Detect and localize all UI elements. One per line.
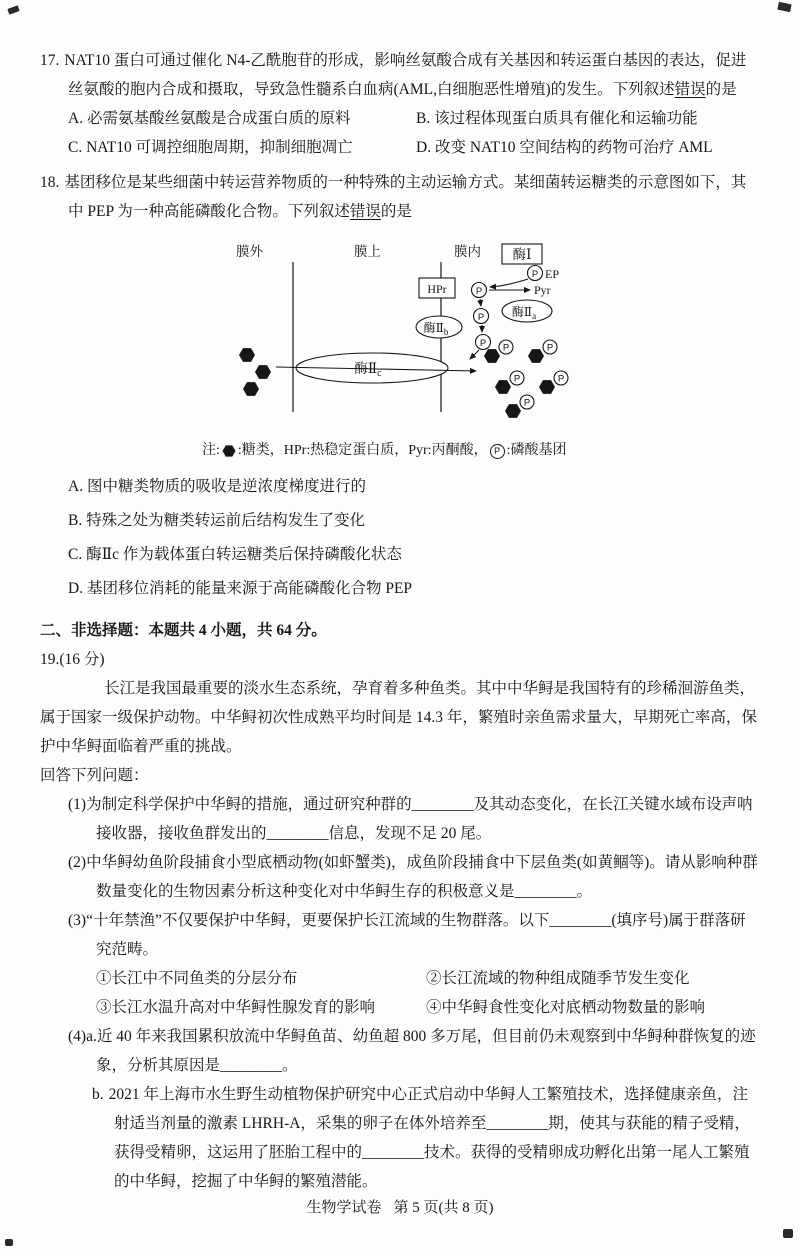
pts-transport-diagram xyxy=(202,240,760,462)
sugar-hexagon xyxy=(239,348,255,362)
enzyme-2c-label: 酶$Ⅱ_c$ xyxy=(354,361,382,379)
phosphate-icon: P xyxy=(477,312,485,323)
footer-title: 生物学试卷 xyxy=(306,1200,382,1216)
item-1-label: (1) xyxy=(68,796,87,813)
pts-diagram-svg xyxy=(230,240,660,428)
item-1-text: 为制定科学保护中华鲟的措施，通过研究种群的________及其动态变化，在长江关键水域布设声呐接收器，接收鱼群发出的________信息，发现不足 20 尾。 xyxy=(86,796,753,842)
question-17-option-c: C. NAT10 可调控细胞周期，抑制细胞凋亡 xyxy=(68,139,353,156)
question-19-intro: 长江是我国最重要的淡水生态系统，孕育着多种鱼类。其中中华鲟是我国特有的珍稀洄游鱼类，属于国家一级保护动物。中华鲟初次性成熟平均时间是 14.3 年，繁殖时亲鱼需求量大，早期死亡率高，保护中华鲟面临着严重的挑战。 xyxy=(40,680,757,755)
enzyme-1-label: 酶Ⅰ xyxy=(512,247,532,262)
sugar-hexagon xyxy=(243,382,259,396)
question-19-header xyxy=(40,645,760,674)
question-17-option-d: D. 改变 NAT10 空间结构的药物可治疗 AML xyxy=(416,139,713,156)
phosphate-icon: P xyxy=(475,286,483,297)
question-19-item-3 xyxy=(68,906,760,964)
item-4b-label: b. xyxy=(92,1086,104,1103)
phosphorylated-sugar xyxy=(495,371,524,394)
phosphorylated-sugar xyxy=(528,340,557,363)
membrane-label: 膜上 xyxy=(354,244,381,259)
item-2-label: (2) xyxy=(68,854,87,871)
arrow-p1-to-p2 xyxy=(480,299,481,306)
phosphate-icon: P xyxy=(502,342,510,354)
question-17 xyxy=(40,46,760,162)
pep-molecule xyxy=(528,266,560,282)
sugar-hexagon-icon xyxy=(222,444,236,458)
phosphate-icon: P xyxy=(490,444,505,459)
question-18-stem xyxy=(40,168,760,226)
section-2-heading: 二、非选择题：本题共 4 小题，共 64 分。 xyxy=(40,622,327,639)
question-18-option-c: C. 酶Ⅱc 作为载体蛋白转运糖类后保持磷酸化状态 xyxy=(68,546,402,563)
enzyme-2a-label: 酶$Ⅱ_a$ xyxy=(511,305,537,321)
page-footer xyxy=(0,1196,800,1217)
pep-label: EP xyxy=(545,267,560,281)
question-19-item-1 xyxy=(68,790,760,848)
footer-page-number: 第 5 页(共 8 页) xyxy=(393,1200,494,1216)
question-17-stem-text: NAT10 蛋白可通过催化 N4-乙酰胞苷的形成，影响丝氨酸合成有关基因和转运蛋白基因的表达，促进丝氨酸的胞内合成和摄取，导致急性髓系白血病(AML,白细胞恶性增殖)的发生。下列叙述 xyxy=(64,52,747,98)
question-19-score: (16 分) xyxy=(59,651,105,668)
question-18-option-a: A. 图中糖类物质的吸收是逆浓度梯度进行的 xyxy=(68,478,366,495)
legend-prefix: 注: xyxy=(202,443,220,458)
question-17-stem-tail: 的是 xyxy=(705,81,737,98)
phosphorylated-sugar xyxy=(505,395,534,418)
question-19-item-2 xyxy=(68,848,760,906)
phosphate-group-3 xyxy=(476,335,491,350)
phosphate-icon: P xyxy=(523,397,531,409)
question-19 xyxy=(40,645,760,1196)
item-4a-label: (4)a. xyxy=(68,1028,97,1045)
question-18-options xyxy=(68,470,760,606)
sugar-hexagon xyxy=(255,365,271,379)
choice-3: ③长江水温升高对中华鲟性腺发育的影响 xyxy=(96,999,376,1016)
question-18-stem-tail: 的是 xyxy=(380,203,412,220)
phosphate-icon: P xyxy=(546,342,554,354)
item-4b-text: 2021 年上海市水生野生动植物保护研究中心正式启动中华鲟人工繁殖技术，选择健康亲鱼，注射适当剂量的激素 LHRH-A，采集的卵子在体外培养至________期，使其与获能的精子受精，获得受精卵，这运用了胚胎工程中的________技术。获得的受精卵成功孵化出第一尾人工繁殖的中华鲟，挖掘了中华鲟的繁殖潜能。 xyxy=(108,1086,750,1190)
question-18-stem-emphasis: 错误 xyxy=(349,203,381,220)
membrane-inside-label: 膜内 xyxy=(454,244,481,259)
scan-corner-mark xyxy=(5,1239,13,1246)
hpr-label: HPr xyxy=(427,282,447,296)
question-19-prompt: 回答下列问题： xyxy=(40,767,149,784)
enzyme-2b-label: 酶$Ⅱ_b$ xyxy=(423,321,449,337)
membrane-outside-label: 膜外 xyxy=(236,244,263,259)
question-17-options xyxy=(68,104,760,162)
phosphate-group-2 xyxy=(474,309,489,324)
phosphate-group-1 xyxy=(472,283,487,298)
choice-4: ④中华鲟食性变化对底栖动物数量的影响 xyxy=(426,999,706,1016)
question-17-stem-emphasis: 错误 xyxy=(674,81,706,98)
question-19-item-4b xyxy=(92,1080,760,1196)
phosphate-icon: P xyxy=(513,373,521,385)
question-18 xyxy=(40,168,760,606)
diagram-legend xyxy=(202,440,760,462)
phosphate-icon: P xyxy=(531,269,539,280)
question-17-option-a: A. 必需氨基酸丝氨酸是合成蛋白质的原料 xyxy=(68,110,351,127)
choice-2: ②长江流域的物种组成随季节发生变化 xyxy=(426,970,690,987)
question-17-option-b: B. 该过程体现蛋白质具有催化和运输功能 xyxy=(416,110,698,127)
choice-1: ①长江中不同鱼类的分层分布 xyxy=(96,970,298,987)
item-4a-text: 近 40 年来我国累积放流中华鲟鱼苗、幼鱼超 800 多万尾，但目前仍未观察到中华鲟种群恢复的迹象，分析其原因是________。 xyxy=(96,1028,756,1074)
question-19-item-4a xyxy=(68,1022,760,1080)
pyruvate-label: Pyr xyxy=(534,283,551,297)
item-3-label: (3) xyxy=(68,912,87,929)
phosphorylated-sugar xyxy=(539,371,568,394)
question-17-number: 17. xyxy=(40,52,60,69)
legend-phosphate-text: :磷酸基团 xyxy=(506,443,567,458)
scan-corner-mark xyxy=(783,1229,793,1238)
question-17-stem xyxy=(40,46,760,104)
phosphate-icon: P xyxy=(479,338,487,349)
question-19-item-3-choices xyxy=(96,964,760,1022)
question-18-option-d: D. 基团移位消耗的能量来源于高能磷酸化合物 PEP xyxy=(68,580,413,597)
arrow-p3-to-enzyme2c xyxy=(470,350,479,359)
question-18-option-b: B. 特殊之处为糖类转运前后结构发生了变化 xyxy=(68,512,366,529)
arrow-pep-to-hpr xyxy=(490,279,528,287)
question-18-number: 18. xyxy=(40,174,60,191)
item-2-text: 中华鲟幼鱼阶段捕食小型底栖动物(如虾蟹类)，成鱼阶段捕食中下层鱼类(如黄鲴等)。请从影响种群数量变化的生物因素分析这种变化对中华鲟生存的积极意义是________。 xyxy=(86,854,758,900)
item-3-text: “十年禁渔”不仅要保护中华鲟，更要保护长江流域的生物群落。以下________(填序号)属于群落研究范畴。 xyxy=(86,912,746,958)
phosphate-icon: P xyxy=(557,373,565,385)
question-18-stem-text: 基团移位是某些细菌中转运营养物质的一种特殊的主动运输方式。某细菌转运糖类的示意图如下，其中 PEP 为一种高能磷酸化合物。下列叙述 xyxy=(64,174,747,220)
legend-sugar-text: :糖类，HPr:热稳定蛋白质，Pyr:丙酮酸， xyxy=(237,443,488,458)
question-19-number: 19. xyxy=(40,651,60,668)
